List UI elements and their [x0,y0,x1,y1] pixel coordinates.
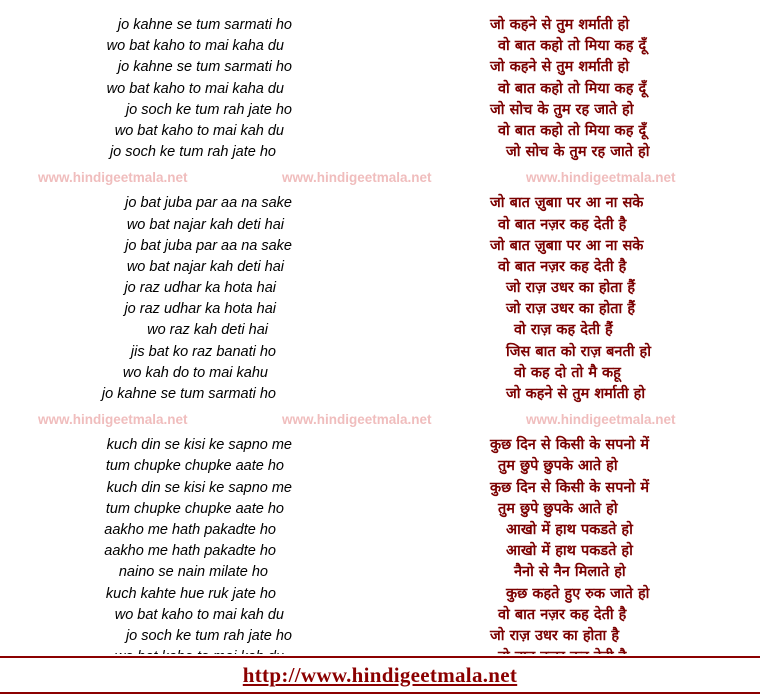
lyric-roman: naino se nain milate ho [118,564,268,581]
lyric-roman: jo kahne se tum sarmati ho [117,17,292,33]
lyric-devanagari: जो कहने से तुम शर्माती हो [490,17,630,33]
watermark-text: www.hindigeetmala.net [282,169,432,185]
lyric-line [0,120,760,141]
watermark-band [0,162,760,192]
watermark-band [0,404,760,434]
lyric-roman: jo soch ke tum rah jate ho [109,144,276,161]
lyric-roman: wo bat kaho to mai kah du [114,122,284,139]
lyric-roman: wo bat kaho to mai kah du [114,606,284,623]
lyric-devanagari: तुम छुपे छुपके आते हो [498,500,618,517]
watermark-text: www.hindigeetmala.net [282,411,432,427]
lyric-roman: wo bat kaho to mai kaha du [106,38,284,55]
lyric-devanagari: कुछ दिन से किसी के सपनो में [490,479,649,496]
footer-bar [0,656,760,694]
lyric-roman: tum chupke chupke aate ho [105,500,284,517]
lyric-roman: jo kahne se tum sarmati ho [101,386,276,402]
lyric-line [0,99,760,120]
lyric-line [0,583,760,604]
lyric-devanagari: आखो में हाथ पकडते हो [506,543,633,560]
lyric-roman: kuch din se kisi ke sapno me [106,437,292,454]
lyric-line [0,561,760,582]
lyric-line [0,298,760,319]
lyric-line [0,625,760,646]
site-url-link[interactable]: http://www.hindigeetmala.net [242,662,518,687]
lyric-devanagari: नैनो से नैन मिलाते हो [514,564,626,581]
lyric-roman: kuch kahte hue ruk jate ho [105,585,276,602]
lyric-line [0,434,760,455]
lyric-devanagari: वो राज़ कह देती हैं [514,322,613,339]
lyric-devanagari: जो राज़ उधर का होता हैं [506,280,636,297]
lyric-line [0,383,760,404]
lyric-devanagari: कुछ दिन से किसी के सपनो में [490,437,649,454]
lyric-roman: wo bat najar kah deti hai [126,258,284,275]
lyric-roman: jo kahne se tum sarmati ho [117,59,292,76]
lyric-roman: jo bat juba par aa na sake [125,237,292,254]
lyric-devanagari: जो सोच के तुम रह जाते हो [490,101,634,118]
footer [0,654,760,695]
lyric-roman: jis bat ko raz banati ho [130,343,276,360]
lyric-roman: tum chupke chupke aate ho [105,458,284,475]
lyric-devanagari: जो राज़ उधर का होता है [490,627,620,644]
lyric-devanagari: जो सोच के तुम रह जाते हो [506,144,650,161]
lyric-devanagari: जो कहने से तुम शर्माती हो [490,59,630,76]
lyric-devanagari: वो बात नज़र कह देती है [498,216,627,233]
lyric-line [0,192,760,213]
watermark-text: www.hindigeetmala.net [526,169,676,185]
watermark-text: www.hindigeetmala.net [526,411,676,427]
lyric-roman: aakho me hath pakadte ho [104,521,276,538]
lyric-line [0,540,760,561]
lyric-line [0,214,760,235]
lyric-devanagari: वो बात नज़र कह देती है [498,258,627,275]
lyric-devanagari: वो बात कहो तो मिया कह दूँ [498,38,647,55]
watermark-text: www.hindigeetmala.net [38,411,188,427]
lyric-line [0,256,760,277]
lyric-devanagari: जो बात ज़ुबाा पर आ ना सके [490,195,644,212]
lyric-devanagari: कुछ कहते हुए रुक जाते हो [506,585,650,602]
lyric-devanagari: वो बात नज़र कह देती है [498,606,627,623]
lyric-line [0,56,760,77]
lyric-devanagari: जो कहने से तुम शर्माती हो [506,386,646,402]
lyric-devanagari: वो बात कहो तो मिया कह दूँ [498,122,647,139]
lyric-line [0,235,760,256]
lyric-line [0,519,760,540]
stanza-2 [0,192,760,404]
lyric-roman: jo raz udhar ka hota hai [124,301,276,318]
lyric-devanagari: वो कह दो तो मै कहू [514,364,621,381]
watermark-text: www.hindigeetmala.net [38,169,188,185]
lyric-line [0,35,760,56]
lyric-roman: jo soch ke tum rah jate ho [125,627,292,644]
lyric-line [0,319,760,340]
lyric-line [0,277,760,298]
lyric-line [0,341,760,362]
stanza-1 [0,14,760,162]
lyric-line [0,362,760,383]
lyric-line [0,477,760,498]
lyric-line [0,141,760,162]
lyric-roman: wo bat kaho to mai kaha du [106,80,284,97]
lyric-roman: wo raz kah deti hai [147,322,268,339]
lyric-line [0,604,760,625]
stanza-3 [0,434,760,688]
lyric-roman: jo bat juba par aa na sake [125,195,292,212]
lyric-line [0,78,760,99]
lyric-roman: aakho me hath pakadte ho [104,543,276,560]
lyric-devanagari: जो बात ज़ुबाा पर आ ना सके [490,237,644,254]
lyric-devanagari: जिस बात को राज़ बनती हो [506,343,651,360]
lyric-roman: jo soch ke tum rah jate ho [125,101,292,118]
lyric-line [0,14,760,35]
lyric-line [0,455,760,476]
lyric-roman: kuch din se kisi ke sapno me [106,479,292,496]
lyric-roman: wo bat najar kah deti hai [126,216,284,233]
lyric-devanagari: तुम छुपे छुपके आते हो [498,458,618,475]
lyric-roman: jo raz udhar ka hota hai [124,280,276,297]
lyric-devanagari: जो राज़ उधर का होता हैं [506,301,636,318]
lyric-line [0,498,760,519]
lyric-devanagari: वो बात कहो तो मिया कह दूँ [498,80,647,97]
lyric-roman: wo kah do to mai kahu [122,364,268,381]
lyric-devanagari: आखो में हाथ पकडते हो [506,521,633,538]
